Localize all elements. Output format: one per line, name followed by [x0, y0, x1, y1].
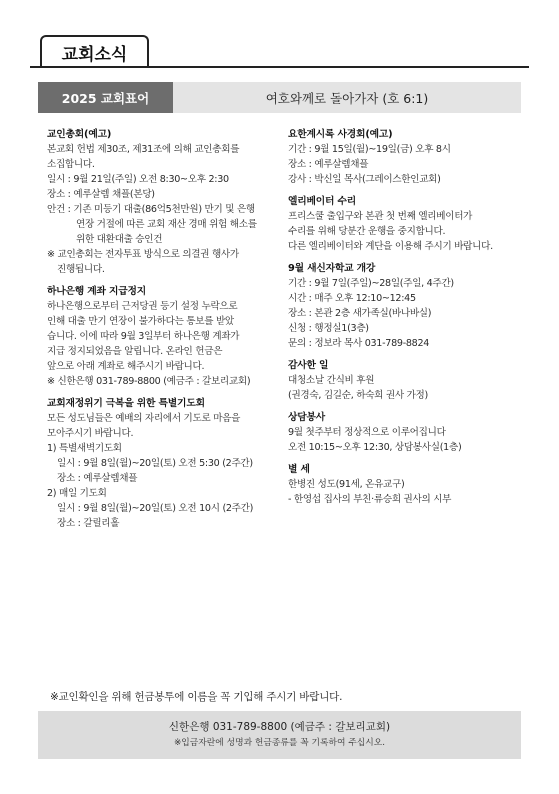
section-line: 신청 : 행정실1(3층) [288, 323, 369, 334]
section-line: 장소 : 갈릴리홀 [57, 518, 120, 529]
section-title: 하나은행 계좌 지급정지 [47, 286, 147, 297]
section-title: 9월 새신자학교 개강 [288, 263, 376, 274]
section-line: 수리를 위해 당분간 운행을 중지합니다. [288, 226, 446, 237]
section-line: 한병진 성도(91세, 온유교구) [288, 479, 405, 490]
section-line: 시간 : 매주 오후 12:10~12:45 [288, 293, 416, 304]
section-line: 오전 10:15~오후 12:30, 상담봉사실(1층) [288, 442, 462, 453]
news-section [288, 462, 516, 507]
right-column [288, 127, 516, 514]
section-line: 1) 특별새벽기도회 [47, 443, 122, 454]
section-line: 2) 매일 기도회 [47, 488, 107, 499]
news-section [288, 127, 516, 187]
news-section [288, 194, 516, 254]
section-title: 별 세 [288, 464, 310, 475]
section-line: 안건 : 기존 미등기 대출(86억5천만원) 만기 및 은행 [47, 204, 255, 215]
section-line: 지급 정지되었음을 알립니다. 온라인 헌금은 [47, 346, 223, 357]
section-line: 기간 : 9월 7일(주일)~28일(주일, 4주간) [288, 278, 454, 289]
motto-label: 2025 교회표어 [38, 82, 173, 113]
section-line: ※ 신한은행 031-789-8800 (예금주 : 갈보리교회) [47, 376, 251, 387]
section-line: 프리스쿨 출입구와 본관 첫 번째 엘리베이터가 [288, 211, 473, 222]
section-line: - 한영섭 집사의 부친·류승희 권사의 시부 [288, 494, 452, 505]
section-line: 위한 대환대출 승인건 [76, 234, 163, 245]
bank-info-box [38, 711, 521, 759]
section-line: 모든 성도님들은 예배의 자리에서 기도로 마음을 [47, 413, 241, 424]
section-line: 장소 : 예루살렘채플 [57, 473, 138, 484]
section-line: 9월 첫주부터 정상적으로 이루어집니다 [288, 427, 446, 438]
section-line: 소집합니다. [47, 159, 95, 170]
motto-text: 여호와께로 돌아가자 (호 6:1) [173, 82, 521, 113]
section-line: 모아주시기 바랍니다. [47, 428, 134, 439]
section-title: 감사한 일 [288, 360, 329, 371]
news-section [288, 410, 516, 455]
section-line: 진행됩니다. [57, 264, 105, 275]
section-line: ※ 교인총회는 전자투표 방식으로 의결권 행사가 [47, 249, 239, 260]
news-section [288, 358, 516, 403]
section-line: 앞으로 아래 계좌로 해주시기 바랍니다. [47, 361, 205, 372]
section-line: 연장 거절에 따른 교회 재산 경매 위험 해소를 [76, 219, 257, 230]
section-line: 일시 : 9월 21일(주일) 오전 8:30~오후 2:30 [47, 174, 229, 185]
section-title: 엘리베이터 수리 [288, 196, 357, 207]
news-section [288, 261, 516, 351]
news-section [47, 127, 279, 277]
news-section [47, 284, 279, 389]
title-underline [30, 66, 529, 68]
section-title: 교회재정위기 극복을 위한 특별기도회 [47, 398, 205, 409]
section-line: 장소 : 본관 2층 새가족실(바나바실) [288, 308, 432, 319]
section-line: 하나은행으로부터 근저당권 등기 설정 누락으로 [47, 301, 238, 312]
page-title: 교회소식 [40, 35, 149, 68]
section-line: 장소 : 예루살렘채플 [288, 159, 369, 170]
section-line: 강사 : 박신일 목사(그레이스한인교회) [288, 174, 441, 185]
section-line: 대청소날 간식비 후원 [288, 375, 375, 386]
section-line: 장소 : 예루살렘 채플(본당) [47, 189, 155, 200]
bank-account: 신한은행 031-789-8800 (예금주 : 갈보리교회) [168, 721, 391, 733]
left-column [47, 127, 279, 538]
section-line: 문의 : 정보라 목사 031-789-8824 [288, 338, 430, 349]
section-line: 일시 : 9월 8일(월)~20일(토) 오전 10시 (2주간) [57, 503, 254, 514]
deposit-note: ※입금자란에 성명과 헌금종류를 꼭 기록하여 주십시오. [173, 738, 386, 748]
section-line: 일시 : 9월 8일(월)~20일(토) 오전 5:30 (2주간) [57, 458, 253, 469]
offering-note: ※교인확인을 위해 헌금봉투에 이름을 꼭 기입해 주시기 바랍니다. [50, 691, 343, 703]
section-title: 교인총회(예고) [47, 129, 112, 140]
section-line: 다른 엘리베이터와 계단을 이용해 주시기 바랍니다. [288, 241, 493, 252]
section-line: (권경숙, 김길순, 하숙희 권사 가정) [288, 390, 428, 401]
section-line: 인해 대출 만기 연장이 불가하다는 통보를 받았 [47, 316, 234, 327]
section-line: 기간 : 9월 15일(월)~19일(금) 오후 8시 [288, 144, 451, 155]
motto-banner [38, 82, 521, 113]
news-section [47, 396, 279, 531]
section-line: 본교회 헌법 제30조, 제31조에 의해 교인총회를 [47, 144, 240, 155]
section-title: 요한계시록 사경회(예고) [288, 129, 393, 140]
section-line: 습니다. 이에 따라 9월 3일부터 하나은행 계좌가 [47, 331, 240, 342]
section-title: 상담봉사 [288, 412, 326, 423]
